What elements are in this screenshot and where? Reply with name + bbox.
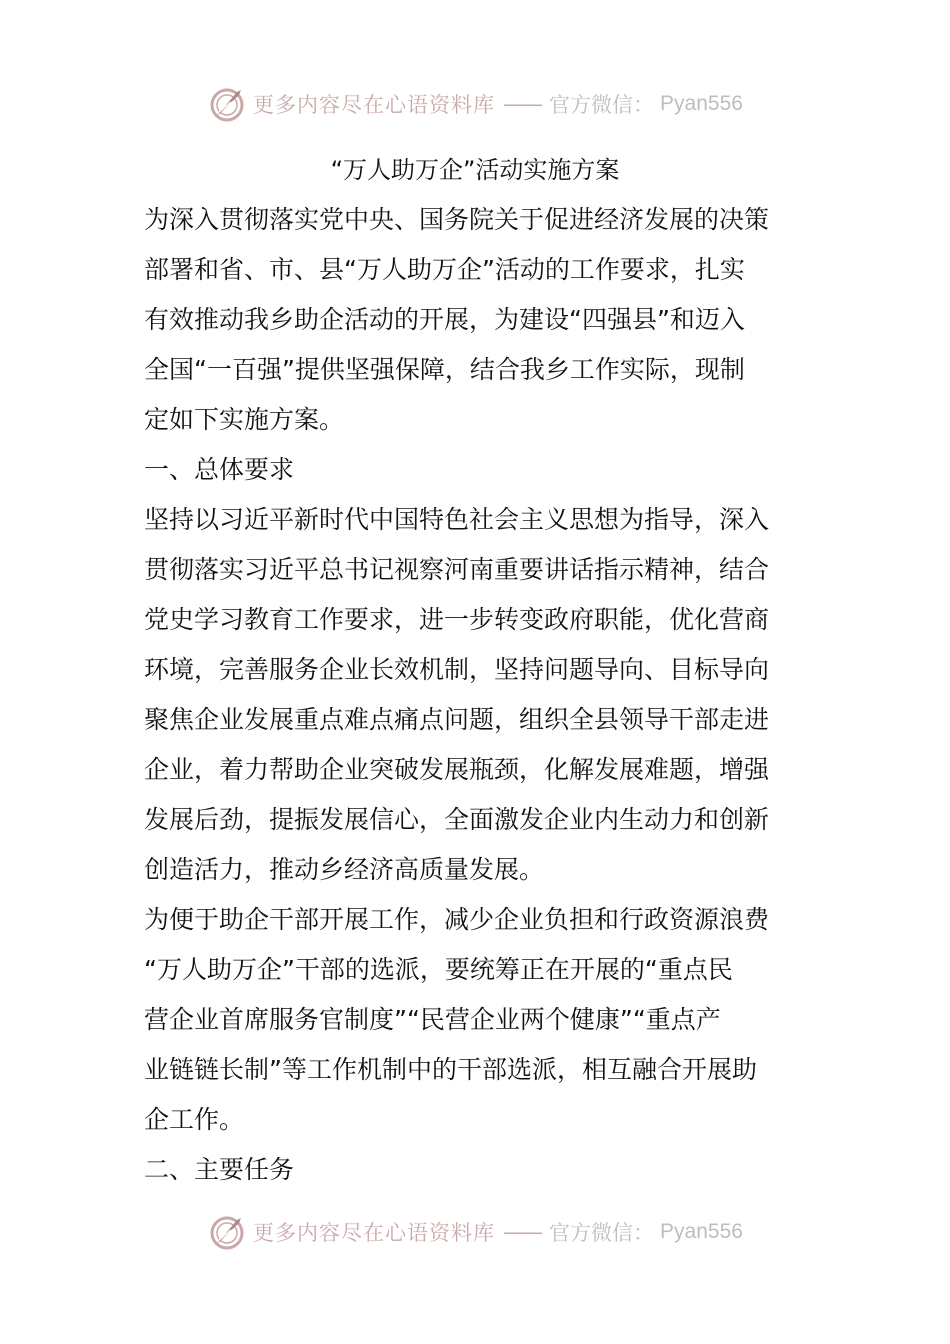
watermark-banner-top — [0, 82, 950, 126]
body-line: 为深入贯彻落实党中央、国务院关于促进经济发展的决策 — [144, 205, 770, 234]
body-line: 定如下实施方案。 — [144, 405, 345, 434]
watermark-id: Pyan556 — [660, 1220, 743, 1243]
body-line: “万人助万企”干部的选派，要统筹正在开展的“重点民 — [144, 955, 733, 984]
body-line: 贯彻落实习近平总书记视察河南重要讲话指示精神，结合 — [144, 555, 770, 584]
watermark-dash: —— — [503, 92, 542, 116]
body-line: 部署和省、市、县“万人助万企”活动的工作要求，扎实 — [144, 255, 745, 284]
section-heading: 一、总体要求 — [144, 455, 295, 484]
watermark-label: 官方微信： — [549, 93, 655, 117]
watermark-brand: 更多内容尽在心语资料库 — [253, 1221, 496, 1245]
document-title: “万人助万企”活动实施方案 — [330, 156, 620, 184]
watermark-banner-bottom — [0, 1210, 950, 1254]
body-line: 全国“一百强”提供坚强保障，结合我乡工作实际，现制 — [144, 355, 745, 384]
body-line: 发展后劲，提振发展信心，全面激发企业内生动力和创新 — [144, 805, 770, 834]
body-line: 企业，着力帮助企业突破发展瓶颈，化解发展难题，增强 — [144, 755, 770, 784]
body-line: 坚持以习近平新时代中国特色社会主义思想为指导，深入 — [144, 505, 770, 534]
body-line: 环境，完善服务企业长效机制，坚持问题导向、目标导向 — [144, 655, 770, 684]
body-line: 有效推动我乡助企活动的开展，为建设“四强县”和迈入 — [144, 305, 745, 334]
document-body — [144, 195, 808, 1195]
body-line: 业链链长制”等工作机制中的干部选派，相互融合开展助 — [144, 1055, 757, 1084]
body-line: 创造活力，推动乡经济高质量发展。 — [144, 855, 545, 884]
body-line: 党史学习教育工作要求，进一步转变政府职能，优化营商 — [144, 605, 770, 634]
body-line: 聚焦企业发展重点难点痛点问题，组织全县领导干部走进 — [144, 705, 770, 734]
quill-logo-icon — [207, 1212, 247, 1252]
quill-logo-icon — [207, 84, 247, 124]
watermark-label: 官方微信： — [549, 1221, 655, 1245]
body-line: 为便于助企干部开展工作，减少企业负担和行政资源浪费 — [144, 905, 770, 934]
watermark-id: Pyan556 — [660, 92, 743, 115]
watermark-dash: —— — [503, 1220, 542, 1244]
section-heading: 二、主要任务 — [144, 1155, 295, 1184]
watermark-brand: 更多内容尽在心语资料库 — [253, 93, 496, 117]
body-line: 营企业首席服务官制度”“民营企业两个健康”“重点产 — [144, 1005, 721, 1034]
body-line: 企工作。 — [144, 1105, 245, 1134]
